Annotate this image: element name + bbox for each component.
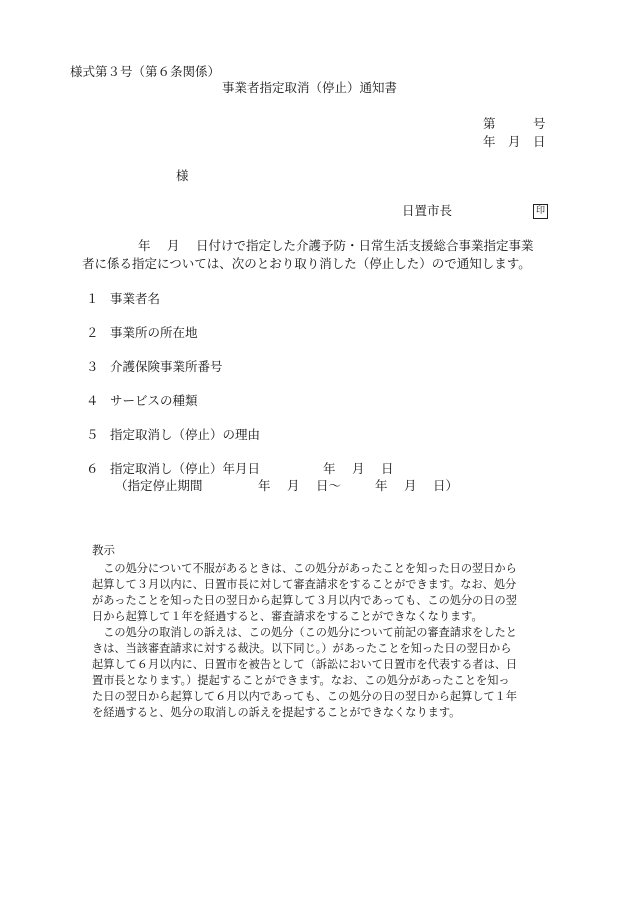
item-2-number: ２ (86, 325, 99, 340)
addressee-suffix: 様 (176, 168, 189, 183)
notice-line-1: この処分について不服があるときは、この処分があったことを知った日の翌日から (92, 562, 517, 575)
form-id: 様式第３号（第６条関係） (70, 64, 221, 79)
item-6-period-end: 年 月 日） (375, 478, 458, 493)
item-3-number: ３ (86, 359, 99, 374)
item-6-period-label: （指定停止期間 (115, 478, 203, 493)
item-5-label: 指定取消し（停止）の理由 (110, 427, 261, 442)
body-line-2: 者に係る指定については、次のとおり取り消した（停止した）ので通知します。 (82, 256, 531, 271)
notice-line-9: た日の翌日から起算して６月以内であっても、この処分の日の翌日から起算して１年 (92, 690, 518, 703)
item-4-number: ４ (86, 393, 99, 408)
issuer: 日置市長 (402, 203, 453, 218)
item-1-label: 事業者名 (110, 291, 161, 306)
item-6-period-start: 年 月 日～ (258, 478, 341, 493)
item-3-label: 介護保険事業所番号 (110, 359, 223, 374)
notice-line-7: 起算して６月以内に、日置市を被告として（訴訟において日置市を代表する者は、日 (92, 658, 518, 671)
item-5-number: ５ (86, 427, 99, 442)
notice-line-3: があったことを知った日の翌日から起算して３月以内であっても、この処分の日の翌 (92, 594, 517, 607)
item-6-number: ６ (86, 461, 99, 476)
body-line-1: 年 月 日付けで指定した介護予防・日常生活支援総合事業指定事業 (138, 238, 534, 253)
item-2-label: 事業所の所在地 (110, 325, 198, 340)
notice-line-2: 起算して３月以内に、日置市長に対して審査請求をすることができます。なお、処分 (92, 578, 517, 591)
notice-heading: 教示 (92, 543, 115, 557)
item-4-label: サービスの種類 (110, 393, 198, 408)
notice-line-5: この処分の取消しの訴えは、この処分（この処分について前記の審査請求をしたと (92, 626, 517, 639)
notice-line-4: 日から起算して１年を経過すると、審査請求をすることができなくなります。 (92, 610, 483, 623)
document-number: 第 号 (483, 116, 546, 131)
item-1-number: １ (86, 291, 99, 306)
document-date: 年 月 日 (483, 134, 546, 149)
notice-line-8: 置市長となります。）提起することができます。なお、この処分があったことを知っ (92, 674, 510, 687)
notice-line-6: きは、当該審査請求に対する裁決。以下同じ。）があったことを知った日の翌日から (92, 642, 512, 655)
item-6-label: 指定取消し（停止）年月日 (110, 461, 261, 476)
document-title: 事業者指定取消（停止）通知書 (222, 80, 398, 95)
seal-mark: 印 (533, 204, 548, 219)
notice-line-10: を経過すると、処分の取消しの訴えを提起することができなくなります。 (92, 706, 461, 719)
item-6-date: 年 月 日 (323, 461, 394, 476)
